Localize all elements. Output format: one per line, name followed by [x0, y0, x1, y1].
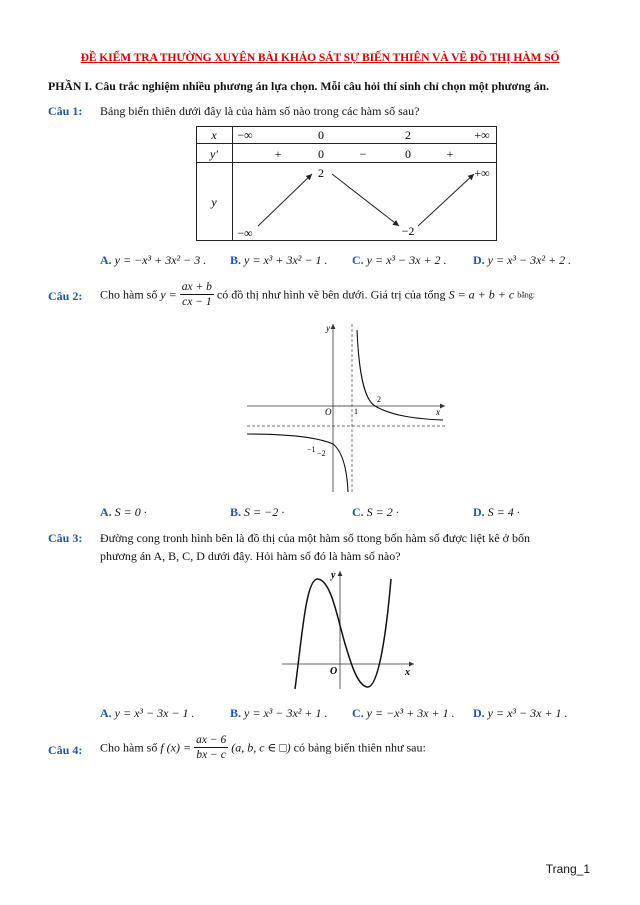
function-lhs: y = [160, 287, 177, 302]
fraction-denominator: cx − 1 [182, 296, 212, 309]
table-y-value: 2 [318, 166, 324, 180]
q2-option-b[interactable] [230, 505, 284, 520]
table-y-label: y [211, 195, 217, 209]
curve-branch-right [357, 330, 443, 420]
graph-y-label: y [331, 570, 336, 581]
tick-label: 1 [354, 407, 358, 416]
option-letter: B. [230, 253, 242, 267]
table-sign: + [274, 147, 282, 161]
fraction-numerator: ax + b [180, 280, 214, 295]
text-fragment: Cho hàm số [100, 740, 158, 755]
table-sign: 0 [405, 147, 411, 161]
table-arrow-up [418, 174, 474, 226]
table-x-value: +∞ [474, 128, 490, 142]
table-sign: − [359, 147, 367, 161]
question-1-text: Bảng biến thiên dưới đây là của hàm số nào trong các hàm số sau? [100, 104, 420, 118]
q1-option-d[interactable] [473, 253, 571, 268]
option-letter: D. [473, 505, 485, 519]
text-fragment: bằng: [517, 290, 535, 300]
cubic-curve [295, 579, 391, 689]
table-x-value: 0 [318, 128, 324, 142]
graph-x-label: x [405, 667, 410, 678]
table-sign: 0 [318, 147, 324, 161]
q1-option-c[interactable] [352, 253, 447, 268]
q3-option-a[interactable] [100, 706, 195, 721]
question-3-text-line-2: phương án A, B, C, D dưới đây. Hỏi hàm số đó là hàm số nào? [100, 549, 401, 563]
table-x-label: x [211, 128, 217, 142]
option-letter: B. [230, 706, 242, 720]
cubic-graph [278, 567, 418, 692]
function-fraction [180, 280, 214, 310]
option-text: y = x³ − 3x + 2 . [366, 253, 447, 267]
q3-option-b[interactable] [230, 706, 327, 721]
option-text: y = x³ − 3x + 1 . [487, 706, 568, 720]
q3-option-c[interactable] [352, 706, 455, 721]
option-text: S = 4 · [487, 505, 520, 519]
tick-label: −2 [317, 449, 326, 458]
option-letter: A. [100, 706, 112, 720]
option-text: y = −x³ + 3x² − 3 . [114, 253, 207, 267]
table-y-value: −2 [401, 224, 415, 238]
q2-option-d[interactable] [473, 505, 520, 520]
q1-option-b[interactable] [230, 253, 327, 268]
question-4-label: Câu 4: [48, 743, 83, 757]
option-letter: B. [230, 505, 242, 519]
text-fragment: Cho hàm số [100, 287, 158, 302]
option-text: y = x³ − 3x − 1 . [114, 706, 195, 720]
function-fraction [194, 733, 228, 763]
question-2-label: Câu 2: [48, 289, 83, 303]
q1-option-a[interactable] [100, 253, 206, 268]
tick-label: −1 [307, 445, 316, 454]
sum-expression: S = a + b + c [448, 287, 515, 302]
fraction-numerator: ax − 6 [194, 733, 228, 748]
table-y-value: +∞ [474, 166, 490, 180]
function-params: (a, b, c ∈ □) [231, 740, 291, 755]
page-number: Trang_1 [545, 862, 590, 876]
variation-table [196, 126, 498, 242]
option-letter: D. [473, 706, 485, 720]
hyperbola-graph [247, 322, 447, 494]
option-text: y = −x³ + 3x + 1 . [366, 706, 455, 720]
option-text: y = x³ + 3x² − 1 . [244, 253, 328, 267]
text-fragment: có bảng biến thiên như sau: [293, 740, 426, 755]
table-yprime-label: y′ [210, 147, 218, 161]
table-y-value: −∞ [237, 226, 253, 240]
option-letter: A. [100, 505, 112, 519]
graph-y-label: y [326, 323, 330, 333]
graph-origin-label: O [325, 407, 332, 417]
document-title: ĐỀ KIỂM TRA THƯỜNG XUYÊN BÀI KHẢO SÁT SỰ BIẾN THIÊN VÀ VẼ ĐỒ THỊ HÀM SỐ [80, 51, 560, 64]
q2-option-c[interactable] [352, 505, 399, 520]
option-text: y = x³ − 3x² + 1 . [244, 706, 328, 720]
question-3-label: Câu 3: [48, 531, 83, 545]
option-letter: C. [352, 253, 364, 267]
option-text: y = x³ − 3x² + 2 . [487, 253, 572, 267]
table-sign: + [446, 147, 454, 161]
table-x-value: 2 [405, 128, 411, 142]
option-letter: C. [352, 505, 364, 519]
graph-x-label: x [436, 407, 440, 417]
q2-option-a[interactable] [100, 505, 147, 520]
table-arrow-down [332, 174, 399, 226]
option-letter: A. [100, 253, 112, 267]
tick-label: 2 [377, 395, 381, 404]
table-x-value: −∞ [237, 128, 253, 142]
option-text: S = 2 · [366, 505, 399, 519]
option-text: S = 0 · [114, 505, 147, 519]
function-lhs: f (x) = [160, 740, 192, 755]
text-fragment: có đồ thị như hình vẽ bên dưới. Giá trị của tổng [216, 287, 446, 302]
question-1-label: Câu 1: [48, 104, 83, 118]
graph-origin-label: O [330, 666, 338, 677]
question-2-text [100, 280, 535, 310]
q3-option-d[interactable] [473, 706, 568, 721]
table-arrow-up [258, 174, 312, 226]
question-4-text [100, 733, 426, 763]
part-heading: PHẦN I. Câu trắc nghiệm nhiều phương án lựa chọn. Mỗi câu hỏi thí sinh chỉ chọn một phương án. [48, 79, 550, 93]
question-3-text-line-1: Đường cong tronh hình bên là đồ thị của một hàm số ttong bốn hàm số được liệt kê ở bốn [100, 531, 530, 545]
option-text: S = −2 · [244, 505, 285, 519]
option-letter: D. [473, 253, 485, 267]
option-letter: C. [352, 706, 364, 720]
fraction-denominator: bx − c [196, 749, 226, 762]
